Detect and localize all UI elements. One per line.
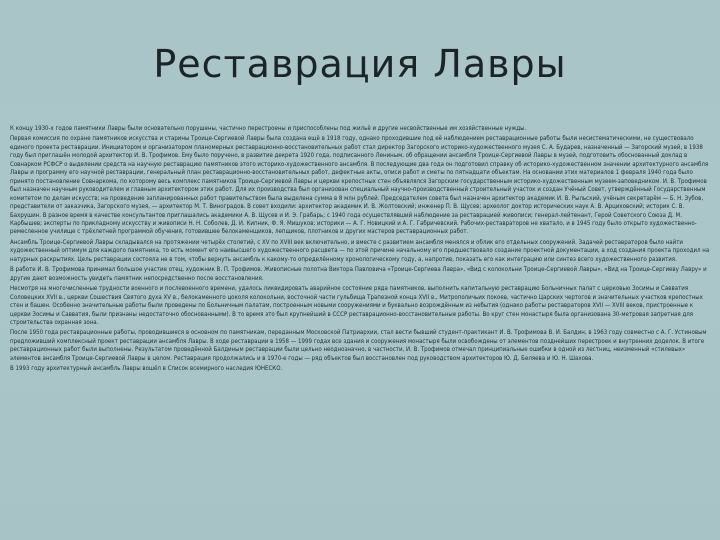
paragraph-5: Несмотря на многочисленные трудности военного и послевоенного времени, удалось ликвидировать аварийное состояние ряда памятников, выполнить капитальную реставрацию Больничных палат с церковью Зосимы и Савватия Соловецких XVII в., церкви Сошествия Святого духа XV в., белокаменного цоколя колокольни, восточной части гульбища Трапезной конца XVII в., Митрополичьих покоев, частично Царских чертогов и значительных участков крепостных стен и башен. Особенно значительные работы были проведены по Больничным палатам, построенным новыми сооружениями и буквально возрождённым из небытия (однако работы реставраторов XVII — XVIII веков, пристроенные к церкви Зосимы и Савватия, были признаны недостаточно обоснованными). В то время это был крупнейший в СССР реставрационно-восстановительные работы. Во круг стен монастыря была организована 30-метровая запретная для строительства охранная зона.: [10, 285, 703, 326]
paragraph-1: К концу 1930-х годов памятники Лавры были основательно порушены, частично перестроены и приспособлены под жильё и другие несвойственные им хозяйственные нужды.: [10, 125, 527, 132]
paragraph-7: В 1993 году архитектурный ансамбль Лавры вошёл в Список всемирного наследия ЮНЕСКО.: [10, 365, 283, 373]
paragraph-2: Первая комиссия по охране памятников искусства и старины Троице-Сергиевой Лавры была создана ещё в 1918 году, однако проходившие под её наблюдением реставрационные работы были несистематическими, не существовало единого проекта реставрации. Инициатором и организатором планомерных реставрационно-восстановительных работ стал директор Загорского историко-художественного музея С. А. Бударев, назначенный — Загорский музей, в 1938 году был приглашён молодой архитектор И. В. Трофимов. Ему было поручено, в развитие декрета 1920 года, подписанного Лениным, об обращении ансамбля Троице-Сергиевой Лавры в музей, подготовить обоснованный доклад в Совнарком РСФСР о выделении средств на научную реставрацию памятников этого историко-художественного ансамбля. В последующие два года он подготовил справку об историко-художественном значении архитектурного ансамбля Лавры и программу его научной реставрации, генеральный план реставрационно-восстановительных работ, дефектные акты, описи работ и сметы по пятнадцати объектам. На основании этих материалов 1 февраля 1940 года было принято постановление Совнаркома, по которому весь комплекс памятников Троице-Сергиевой Лавры и церкви крепостных стен объявлялся Загорским государственным историко-художественным музеем-заповедником. И. В. Трофимов был назначен научным руководителем и главным архитектором этих работ. Для их производства был организован специальный научно-производственный строительный участок и создан Учёный Совет, утверждённый Государственным комитетом по делам искусств; на проведение запланированных работ правительством была выделена сумма в 8 млн рублей. Председателем совета был назначен архитектор академик И. В. Рыльский, учёным секретарём — Б. Н. Зубов, представители от заказчика, Загорского музея, — архитектор М. Т. Виноградов. В совет входили: архитектор академик И. В. Жолтовский; инженер П. В. Щусев; археолог доктор исторических наук А. В. Арциховский; историк С. В. Бахрушин. В разное время в качестве консультантов приглашались академики А. В. Щусев и И. Э. Грабарь; с 1940 года осуществлявший наблюдение за реставрацией живописи; генерал-лейтенант, Герой Советского Союза Д. М. Карбышев; эксперты по прикладному искусству и живописи Н. Н. Соболев, Д. И. Кипник, Ф. Я. Мишуков; историки — А. Г. Новицкий и А. Г. Габричевский. Рабочих-реставраторов не хватало, и в 1945 году было открыто художественно-ремесленное училище с трёхлетней программой обучения, готовившее белокаменщиков, лепщиков, плотников и других мастеров реставрационных работ.: [10, 135, 709, 236]
paragraph-4: В работе И. В. Трофимова принимал большое участие отец, художник В. П. Трофимов. Живописные полотна Виктора Павловича «Троице-Сергиева Лавра», «Вид с колокольни Троице-Сергиевой Лавры», «Вид на Троице-Сергиеву Лавру» и другие дают возможность увидеть памятник непосредственно после восстановления.: [10, 266, 707, 282]
slide-title: Реставрация Лавры: [153, 42, 567, 86]
paragraph-6: После 1950 года реставрационные работы, проводившиеся в основном по памятникам, переданным Московской Патриархии, стал вести бывший студент-практикант И. В. Трофимова В. И. Балдин, в 1963 году совместно с А. Г. Устиновым предложивший комплексный проект реставрации ансамбля Лавры. В ходе реставрации в 1958 — 1999 годах все здания и сооружения монастыря были освобождены от элементов позднейших перестроек и внутренних доделок. В итоге реставрационных работ были выполнены. Результатом проведённой Балдиным реставрации были цельно неоднозначно, в частности, И. В. Трофимов отмечал принципиальные ошибки в одной из лестниц, неизменный «стилевых» элементов ансамбля Троице-Сергиевой Лавры в целом. Реставрация продолжались и в 1970-е годы — ряд объектов был восстановлен под руководством архитекторов Ю. Д. Беляева и Ю. Н. Шахова.: [10, 329, 707, 362]
slide-body: [10, 125, 712, 376]
paragraph-3: Ансамбль Троице-Сергиевой Лавры складывался на протяжении четырёх столетий, с XV по XVIII век включительно, и вместе с развитием ансамбля менялся и облик его отдельных сооружений. Задачей реставраторов было найти художественный оптимум для каждого памятника, то есть момент его наивысшего художественного расцвета — по этой причине начальному его предшествовало создание проектной документации, а ход создания проекта проходил на натурных раскрытиях. Цель реставрации состояла не в том, чтобы вернуть ансамбль к какому-то определённому хронологическому году, а, напротив, показать его как интеграцию или синтез всего художественного развития.: [10, 238, 710, 263]
